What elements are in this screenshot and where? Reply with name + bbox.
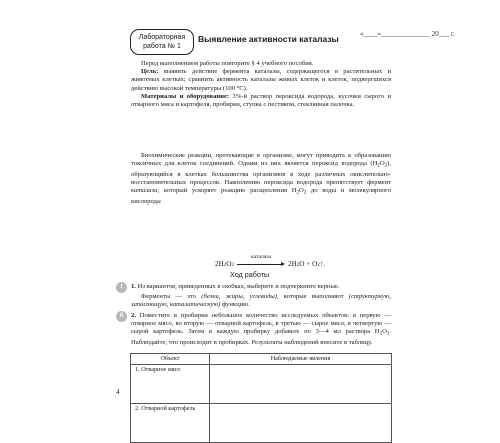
answer-options[interactable]: (структурную, запасающую, каталитическую) [131, 293, 392, 309]
page-title: Выявление активности каталазы [198, 34, 339, 44]
theory-paragraph [131, 152, 391, 206]
arrow-head-icon [281, 262, 285, 266]
task-2-instruction [131, 312, 391, 347]
task-number: 1. [131, 283, 136, 290]
level-badge-ii: II [116, 311, 127, 322]
formula-term: 2H [288, 260, 297, 268]
task-text: O [382, 328, 387, 336]
lab-label-box [130, 29, 194, 55]
object-cell: 1. Отварное мясо [131, 365, 210, 404]
formula-term: O + O [299, 260, 318, 268]
formula-term: O [226, 260, 232, 268]
subscript: 2 [377, 163, 380, 169]
catalyst-label: каталаза [251, 254, 271, 260]
date-line: «____»______________ 20___ г. [360, 30, 455, 38]
theory-text: до воды и молекулярного кислорода: [131, 187, 391, 206]
theory-text: ), образующийся в клетках большинства организмов в ходе различных окислительно-восстановительных процессов. Накоплению пероксида водорода препятствует фермент [131, 160, 391, 187]
observation-cell[interactable] [210, 365, 392, 404]
column-header-observations: Наблюдаемые явления [210, 354, 392, 365]
task-1-sentence [131, 293, 391, 309]
materials-text: 3%-й раствор пероксида водорода, кусочки сырого и отварного мяса и картофеля, пробирки, ступка с пестиком, стеклянная палочка. [131, 92, 391, 109]
sentence-text: , которые выполняют [276, 293, 349, 301]
answer-options[interactable]: (белки, жиры, углеводы) [201, 293, 277, 301]
intro-block [131, 60, 391, 109]
goal-label: Цель: [141, 68, 159, 76]
sentence-text: функцию. [220, 301, 250, 309]
reaction-formula [215, 256, 325, 268]
goal-text: выявить действие фермента каталазы, содержащегося в растительных и животных клетках; сравнить активность каталазы живых клеток и клеток, подвергшихся действию высокой температуры (100 °C). [131, 68, 392, 92]
enzyme-name: каталаза [131, 187, 158, 195]
task-text: Из вариантов, приведенных в скобках, выберите и подчеркните верные. [137, 283, 340, 290]
theory-text: Биохимические реакции, протекающие в организме, могут приводить к образованию токсичных для клеток соединений. Одним из них является пероксид водорода (H [131, 152, 391, 168]
task-1 [131, 283, 391, 310]
theory-text: O [299, 187, 304, 195]
subscript: 2 [296, 263, 300, 268]
materials-label: Материалы и оборудование: [141, 92, 230, 100]
table-header-row [131, 354, 392, 365]
level-badge-i: I [116, 282, 127, 293]
subscript: 2 [386, 331, 390, 337]
theory-block [131, 152, 391, 206]
subscript: 2 [296, 190, 299, 196]
table-row [131, 404, 392, 443]
reaction-arrow [237, 256, 285, 268]
subscript: 2 [223, 263, 227, 268]
formula-term: ↑. [319, 260, 326, 268]
lab-label-line2: работа № 1 [143, 43, 181, 50]
table-row [131, 365, 392, 404]
lab-label-line1: Лабораторная [138, 34, 186, 41]
sentence-text: Ферменты — это [141, 293, 202, 301]
materials-paragraph [131, 93, 391, 109]
task-text: . Наблюдайте, что происходит в пробирках. Результаты наблюдений внесите в таблицу. [131, 328, 391, 347]
task-number: 2. [131, 312, 136, 319]
page-number: 4 [116, 388, 120, 396]
task-2 [131, 312, 391, 347]
intro-line: Перед выполнением работы повторите § 4 учебного пособия. [141, 60, 314, 67]
column-header-object: Объект [131, 354, 210, 365]
results-table [130, 353, 392, 443]
work-heading: Ход работы [230, 270, 270, 279]
theory-text: O [379, 160, 385, 168]
subscript: 2 [317, 263, 320, 268]
subscript: 2 [303, 190, 307, 196]
task-text: Поместите в пробирки небольшое количество исследуемых объектов: в первую — отварное мясо, во вторую — отварной картофель, в третью — сырое мясо, в четвертую — сырой картофель. Затем в каждую пробирку добавьте по 3—4 мл раствора H [131, 312, 391, 336]
subscript: 2 [384, 163, 388, 169]
subscript: 2 [231, 263, 234, 268]
task-1-instruction [131, 283, 391, 291]
subscript: 2 [379, 331, 383, 337]
object-cell: 2. Отварной картофель [131, 404, 210, 443]
observation-cell[interactable] [210, 404, 392, 443]
theory-text: , который ускоряет реакцию расщепления H [157, 187, 297, 195]
goal-paragraph [131, 68, 391, 93]
formula-term: 2H [215, 260, 224, 268]
arrow-line [237, 264, 282, 265]
